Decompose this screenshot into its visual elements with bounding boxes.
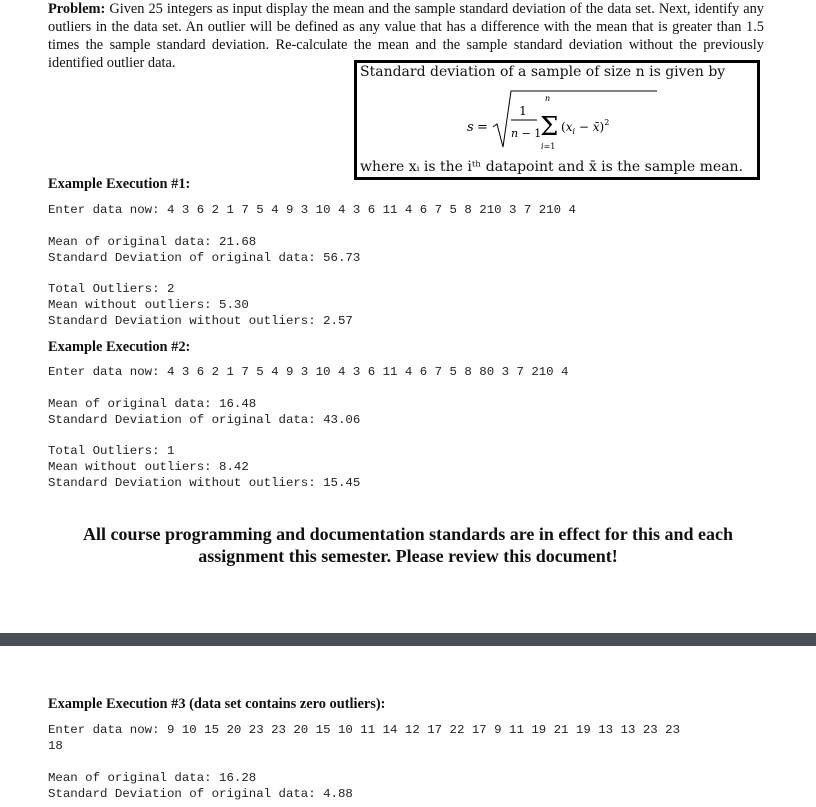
- example-3-input-line-1: Enter data now: 9 10 15 20 23 23 20 15 10 11 14 12 17 22 17 9 11 19 21 19 13 13 23 23: [48, 723, 681, 737]
- svg-text:(xi − x̄)2: ($x_i$ − x̄)$^2$: [561, 118, 610, 136]
- example-2-sd: Standard Deviation of original data: 43.06: [48, 413, 361, 427]
- svg-text:=: =: [477, 120, 488, 135]
- example-2-outliers: Total Outliers: 1: [48, 444, 175, 458]
- example-3-title: Example Execution #3 (data set contains zero outliers):: [48, 696, 386, 712]
- svg-text:s: s: [467, 120, 474, 135]
- problem-label: Problem:: [48, 1, 106, 17]
- standards-notice: [60, 523, 756, 567]
- example-2-sd-without: Standard Deviation without outliers: 15.45: [48, 476, 361, 490]
- notice-line-2: assignment this semester. Please review this document!: [198, 546, 618, 566]
- formula-heading: Standard deviation of a sample of size n is given by: [360, 64, 726, 80]
- std-dev-formula: [467, 87, 667, 159]
- page-separator: [0, 633, 816, 646]
- formula-footer: where xᵢ is the iᵗʰ datapoint and x̄ is the sample mean.: [360, 159, 744, 175]
- example-3-sd: Standard Deviation of original data: 4.88: [48, 787, 353, 801]
- example-2-title: Example Execution #2:: [48, 339, 191, 355]
- example-1-title: Example Execution #1:: [48, 176, 191, 192]
- example-3-mean: Mean of original data: 16.28: [48, 771, 257, 785]
- example-1-mean-without: Mean without outliers: 5.30: [48, 298, 249, 312]
- example-2-mean: Mean of original data: 16.48: [48, 397, 257, 411]
- svg-text:n − 1: n − 1: [511, 127, 542, 140]
- example-1-outliers: Total Outliers: 2: [48, 282, 175, 296]
- notice-line-1: All course programming and documentation standards are in effect for this and each: [83, 524, 733, 544]
- example-2-mean-without: Mean without outliers: 8.42: [48, 460, 249, 474]
- svg-text:i=1: i=1: [541, 142, 556, 151]
- example-2-input: Enter data now: 4 3 6 2 1 7 5 4 9 3 10 4 3 6 11 4 6 7 5 8 80 3 7 210 4: [48, 365, 569, 379]
- example-1-mean: Mean of original data: 21.68: [48, 235, 257, 249]
- std-dev-formula-box: [354, 60, 760, 180]
- example-3-input-line-2: 18: [48, 739, 63, 753]
- svg-text:n: n: [545, 94, 551, 103]
- example-1-input: Enter data now: 4 3 6 2 1 7 5 4 9 3 10 4 3 6 11 4 6 7 5 8 210 3 7 210 4: [48, 203, 576, 217]
- svg-text:Σ: Σ: [540, 112, 559, 142]
- document-page-2: [0, 646, 816, 807]
- problem-text: Given 25 integers as input display the mean and the sample standard deviation of the data set. Next, identify any outliers in the data set. An outlier will be defined as any value that has a difference with the mean that is greater than 1.5 times the sample standard deviation. Re-calculate the mean and the sample standard deviation without the previously identified outlier data.: [48, 1, 764, 71]
- svg-text:1: 1: [519, 104, 527, 118]
- example-1-sd-without: Standard Deviation without outliers: 2.57: [48, 314, 353, 328]
- example-1-sd: Standard Deviation of original data: 56.73: [48, 251, 361, 265]
